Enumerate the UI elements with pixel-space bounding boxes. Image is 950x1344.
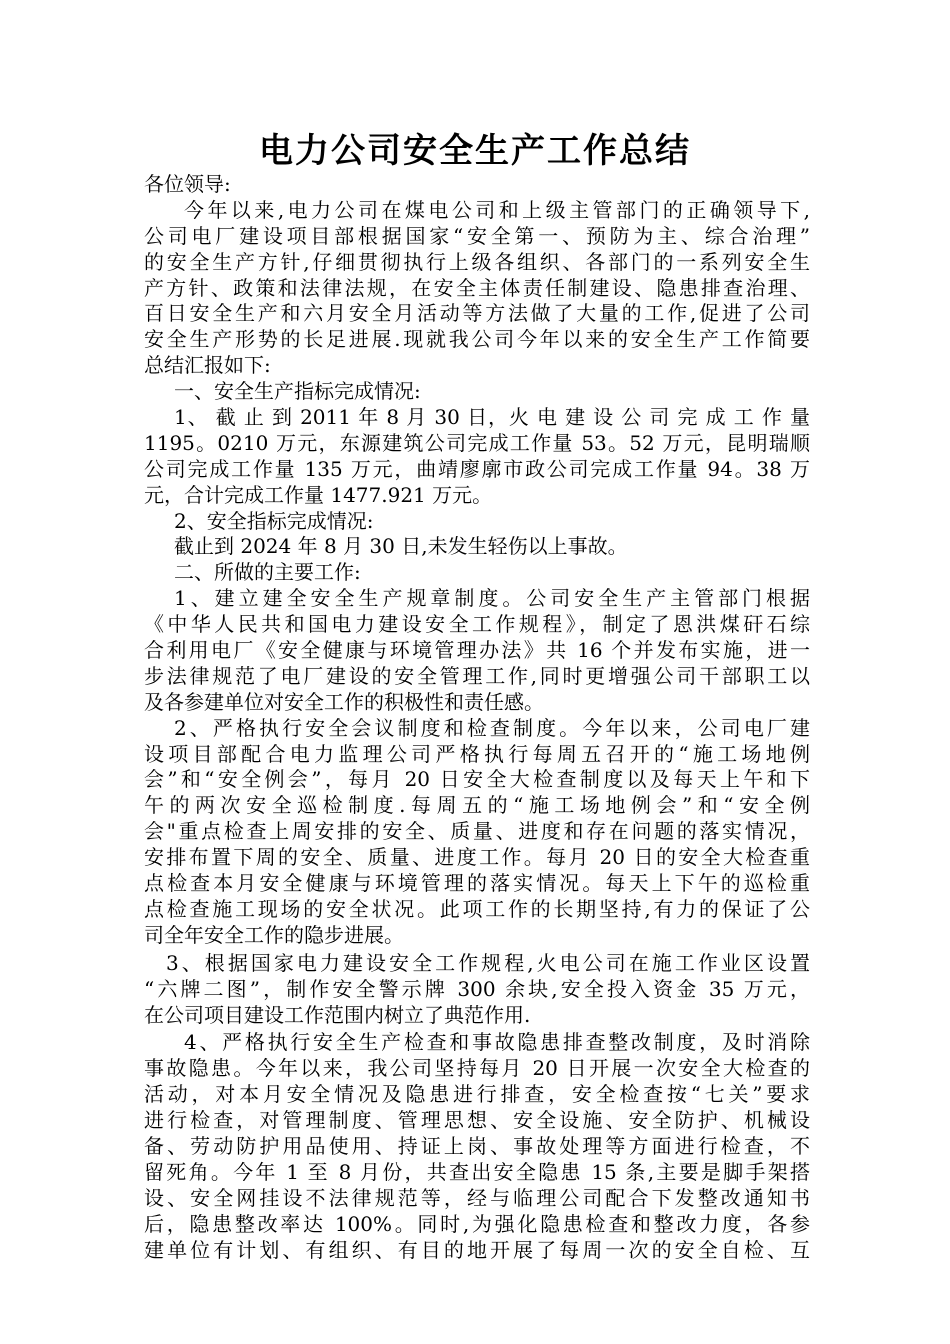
body-line: 公司电厂建设项目部根据国家“安全第一、预防为主、综合治理” xyxy=(144,223,810,248)
body-line: 百日安全生产和六月安全月活动等方法做了大量的工作,促进了公司 xyxy=(144,301,810,326)
body-line: 二、所做的主要工作: xyxy=(174,560,361,585)
body-line: 截止到 2024 年 8 月 30 日,未发生轻伤以上事故。 xyxy=(174,534,628,559)
body-line: 事故隐患。今年以来，我公司坚持每月 20 日开展一次安全大检查的 xyxy=(144,1056,810,1081)
body-line: 会”和“安全例会”，每月 20 日安全大检查制度以及每天上午和下 xyxy=(144,767,810,792)
body-line: 活动，对本月安全情况及隐患进行排查，安全检查按“七关”要求 xyxy=(144,1082,810,1107)
body-line: 3、根据国家电力建设安全工作规程,火电公司在施工作业区设置 xyxy=(166,950,810,975)
body-line: 点检查施工现场的安全状况。此项工作的长期坚持,有力的保证了公 xyxy=(144,896,810,921)
body-line: 留死角。今年 1 至 8 月份，共查出安全隐患 15 条,主要是脚手架搭 xyxy=(144,1159,810,1184)
body-line: 2、安全指标完成情况: xyxy=(174,508,374,533)
body-line: 设、安全网挂设不法律规范等，经与临理公司配合下发整改通知书 xyxy=(144,1185,810,1210)
body-line: 2、严格执行安全会议制度和检查制度。今年以来，公司电厂建 xyxy=(174,715,810,740)
body-line: 公司完成工作量 135 万元，曲靖廖廓市政公司完成工作量 94。38 万 xyxy=(144,456,810,481)
body-line: 4、严格执行安全生产检查和事故隐患排查整改制度，及时消除 xyxy=(184,1030,810,1055)
body-line: 今年以来,电力公司在煤电公司和上级主管部门的正确领导下, xyxy=(184,197,810,222)
body-line: 《中华人民共和国电力建设安全工作规程》，制定了恩洪煤矸石综 xyxy=(144,612,810,637)
body-line: 午的两次安全巡检制度.每周五的“施工场地例会”和“安全例 xyxy=(144,793,810,818)
body-line: 会"重点检查上周安排的安全、质量、进度和存在问题的落实情况， xyxy=(144,819,810,844)
body-line: 步法律规范了电厂建设的安全管理工作,同时更增强公司干部职工以 xyxy=(144,663,810,688)
body-line: 及各参建单位对安全工作的积极性和责任感。 xyxy=(144,689,544,714)
body-line: 1195。0210 万元，东源建筑公司完成工作量 53。52 万元，昆明瑞顺 xyxy=(144,430,810,455)
body-line: 备、劳动防护用品使用、持证上岗、事故处理等方面进行检查，不 xyxy=(144,1133,810,1158)
body-line: 的安全生产方针,仔细贯彻执行上级各组织、各部门的一系列安全生 xyxy=(144,249,810,274)
body-line: 合利用电厂《安全健康与环境管理办法》共 16 个并发布实施，进一 xyxy=(144,638,810,663)
body-line: 元，合计完成工作量 1477.921 万元。 xyxy=(144,482,493,507)
body-line: 一、安全生产指标完成情况: xyxy=(174,379,421,404)
body-line: 司全年安全工作的隐步进展。 xyxy=(144,922,404,947)
body-line: 各位领导: xyxy=(144,172,231,196)
body-line: 安全生产形势的长足进展.现就我公司今年以来的安全生产工作简要 xyxy=(144,327,810,352)
body-line: 1、 截 止 到 2011 年 8 月 30 日，火 电 建 设 公 司 完 成 工 作 量 xyxy=(174,405,810,430)
body-line: 点检查本月安全健康与环境管理的落实情况。每天上下午的巡检重 xyxy=(144,871,810,896)
document-title: 电力公司安全生产工作总结 xyxy=(259,131,691,171)
body-line: 建单位有计划、有组织、有目的地开展了每周一次的安全自检、互 xyxy=(144,1237,810,1262)
body-line: 后，隐患整改率达 100%。同时,为强化隐患检查和整改力度，各参 xyxy=(144,1211,810,1236)
body-line: 安排布置下周的安全、质量、进度工作。每月 20 日的安全大检查重 xyxy=(144,845,810,870)
document-body xyxy=(144,172,810,1263)
body-line: “六牌二图”，制作安全警示牌 300 余块,安全投入资金 35 万元， xyxy=(144,976,810,1001)
body-line: 进行检查，对管理制度、管理思想、安全设施、安全防护、机械设 xyxy=(144,1108,810,1133)
body-line: 1、建立建全安全生产规章制度。公司安全生产主管部门根据 xyxy=(174,586,810,611)
body-line: 总结汇报如下: xyxy=(144,353,271,378)
body-line: 设项目部配合电力监理公司严格执行每周五召开的“施工场地例 xyxy=(144,741,810,766)
body-line: 产方针、政策和法律法规，在安全主体责任制建设、隐患排查治理、 xyxy=(144,275,810,300)
body-line: 在公司项目建设工作范围内树立了典范作用. xyxy=(144,1002,531,1027)
